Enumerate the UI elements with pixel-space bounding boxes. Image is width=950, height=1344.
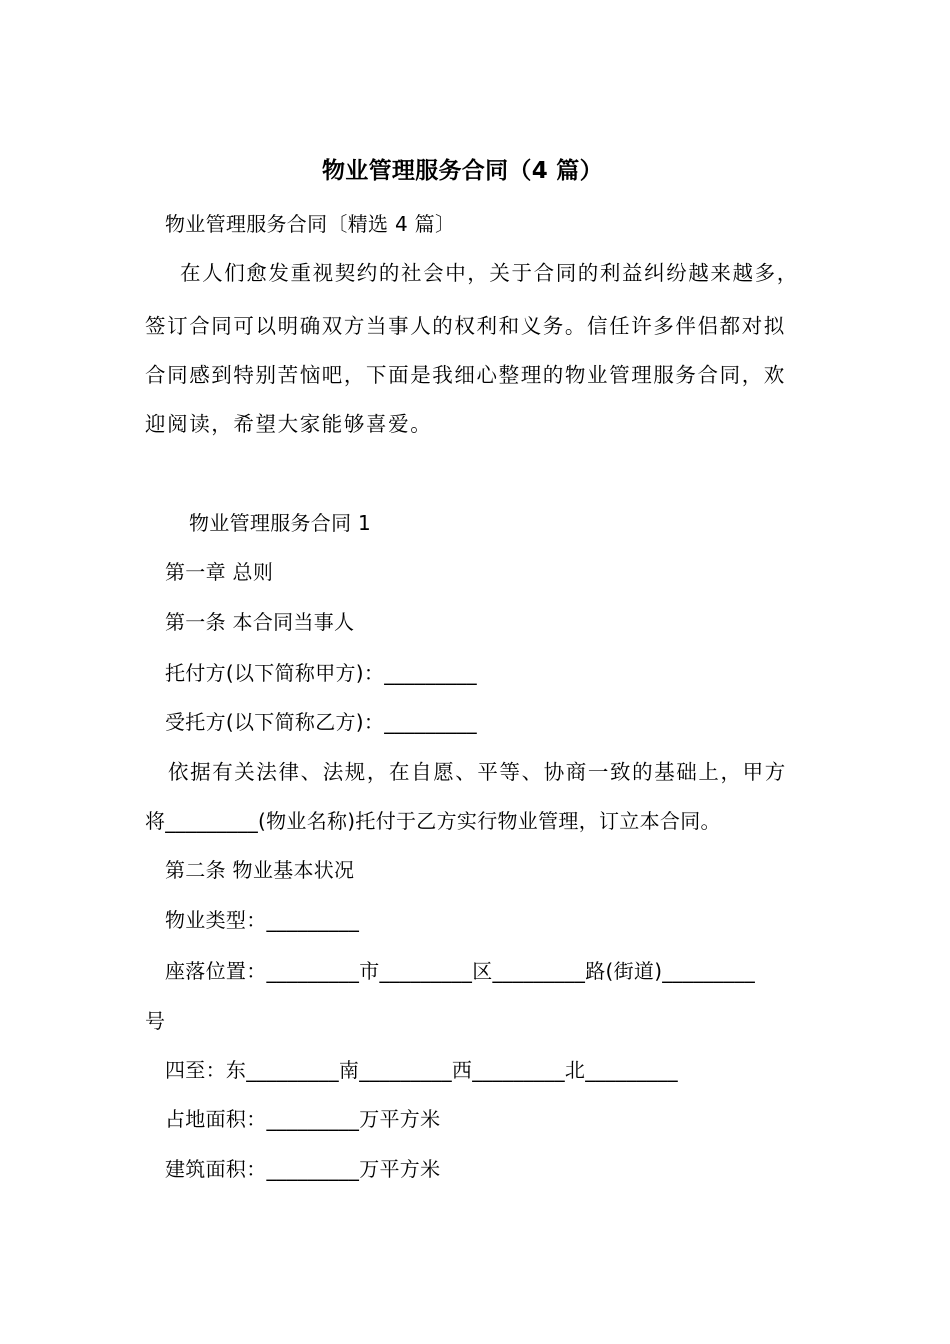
location-line-1: 座落位置：_________市_________区_________路(街道)_________: [165, 959, 756, 983]
intro-line-2: 签订合同可以明确双方当事人的权利和义务。信任许多伴侣都对拟: [145, 314, 786, 338]
building-area-line: 建筑面积：_________万平方米: [165, 1157, 441, 1181]
document-title: 物业管理服务合同（4 篇）: [322, 158, 603, 184]
intro-line-4: 迎阅读，希望大家能够喜爱。: [145, 412, 433, 436]
basis-line-1: 依据有关法律、法规，在自愿、平等、协商一致的基础上，甲方: [168, 760, 787, 784]
contract-heading: 物业管理服务合同 1: [189, 511, 372, 535]
chapter-1-heading: 第一章 总则: [165, 560, 274, 584]
party-b-line: 受托方(以下简称乙方)：_________: [165, 710, 477, 734]
document-subtitle: 物业管理服务合同〔精选 4 篇〕: [165, 212, 456, 236]
land-area-line: 占地面积：_________万平方米: [165, 1107, 441, 1131]
basis-line-2: 将_________(物业名称)托付于乙方实行物业管理，订立本合同。: [145, 809, 721, 833]
property-type-line: 物业类型：_________: [165, 908, 360, 932]
party-a-line: 托付方(以下简称甲方)：_________: [165, 661, 477, 685]
article-2-heading: 第二条 物业基本状况: [165, 858, 355, 882]
article-1-heading: 第一条 本合同当事人: [165, 610, 355, 634]
intro-line-3: 合同感到特别苦恼吧，下面是我细心整理的物业管理服务合同，欢: [145, 363, 786, 387]
intro-line-1: 在人们愈发重视契约的社会中，关于合同的利益纠纷越来越多，: [180, 261, 799, 285]
location-line-2: 号: [145, 1009, 166, 1033]
boundaries-line: 四至：东_________南_________西_________北_________: [165, 1058, 678, 1082]
